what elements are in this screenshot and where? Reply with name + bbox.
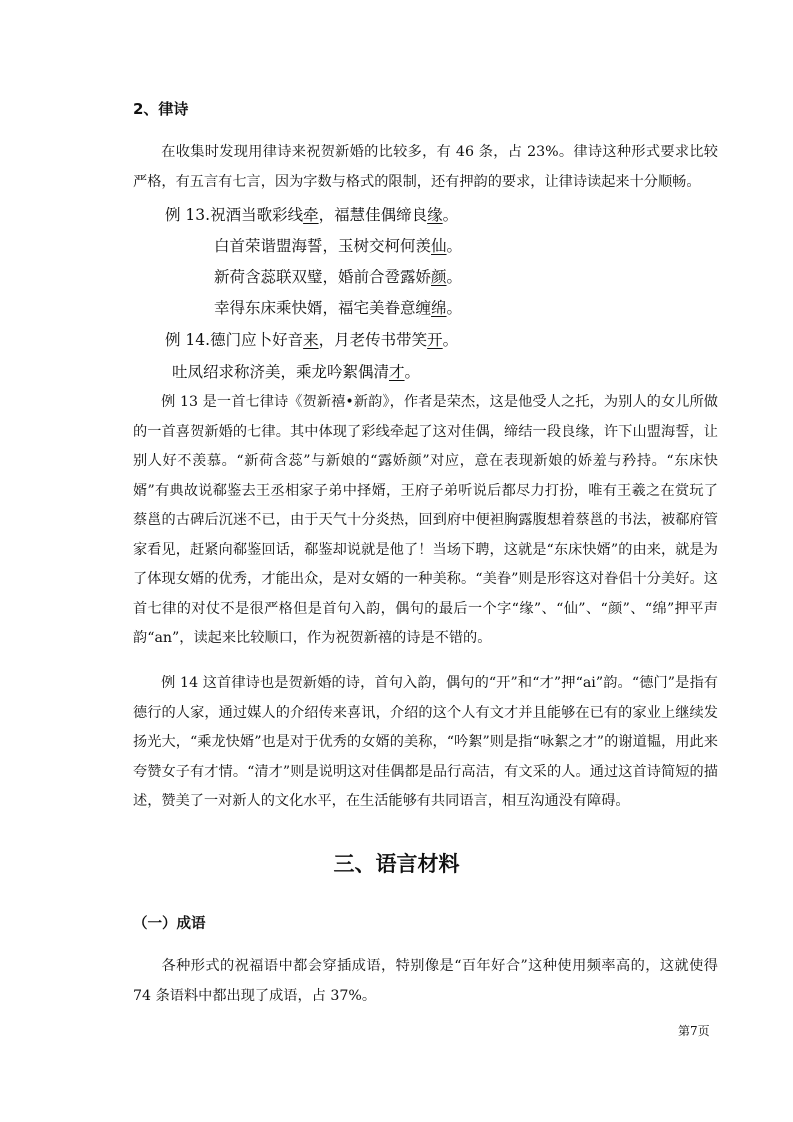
analysis-14-text: 例 14 这首律诗也是贺新婚的诗，首句入韵，偶句的“开”和“才”押“ai”韵。“德门”是指有德行的人家，通过媒人的介绍传来喜讯，介绍的这个人有文才并且能够在已有的家业上继续发扬光大，“乘龙快婿”也是对于优秀的女婿的美称，“吟絮”则是指“咏絮之才”的谢道韫，用此来夸赞女子有才情。“清才”则是说明这对佳偶都是品行高洁，有文采的人。通过这首诗简短的描述，赞美了一对新人的文化水平，在生活能够有共同语言，相互沟通没有障碍。: [133, 675, 718, 809]
idiom-paragraph: [133, 952, 718, 1011]
poem-14-line-1: 例 14.德门应卜好音来，月老传书带笑开。: [165, 331, 459, 349]
poem-13-line-3: 新荷含蕊联双璧，婚前合卺露娇颜。: [214, 268, 463, 286]
analysis-13-paragraph: [133, 388, 718, 654]
rhyme-word: 牵: [303, 206, 319, 224]
rhyme-word: 缘: [427, 206, 443, 224]
example-13-label: 例 13.: [165, 206, 211, 224]
poem-14-line-2: 吐凤绍求称济美，乘龙吟絮偶清才。: [172, 363, 421, 381]
example-14-label: 例 14.: [165, 331, 211, 349]
rhyme-word: 绵: [431, 299, 447, 317]
analysis-13-text: 例 13 是一首七律诗《贺新禧•新韵》，作者是荣杰，这是他受人之托，为别人的女儿所做的一首喜贺新婚的七律。其中体现了彩线牵起了这对佳偶，缔结一段良缘，许下山盟海誓，让别人好不羡慕。“新荷含蕊”与新娘的“露娇颜”对应，意在表现新娘的娇羞与矜持。“东床快婿”有典故说郗鉴去王丞相家子弟中择婿，王府子弟听说后都尽力打扮，唯有王羲之在赏玩了蔡邕的古碑后沉迷不已，由于天气十分炎热，回到府中便袒胸露腹想着蔡邕的书法，被郗府管家看见，赶紧向郗鉴回话，郗鉴却说就是他了！当场下聘，这就是“东床快婿”的由来，就是为了体现女婿的优秀，才能出众，是对女婿的一种美称。“美眷”则是形容这对眷侣十分美好。这首七律的对仗不是很严格但是首句入韵，偶句的最后一个字“缘”、“仙”、“颜”、“绵”押平声韵“an”，读起来比较顺口，作为祝贺新禧的诗是不错的。: [133, 394, 718, 646]
intro-paragraph: [133, 138, 718, 197]
rhyme-word: 颜: [431, 268, 447, 286]
poem-13-line-4: 幸得东床乘快婿，福宅美眷意缠绵。: [214, 299, 463, 317]
intro-text: 在收集时发现用律诗来祝贺新婚的比较多，有 46 条，占 23%。律诗这种形式要求比较严格，有五言有七言，因为字数与格式的限制，还有押韵的要求，让律诗读起来十分顺畅。: [133, 144, 718, 190]
page-number: 第7页: [678, 1024, 710, 1038]
rhyme-word: 开: [427, 331, 443, 349]
subsection-heading: （一）成语: [133, 916, 206, 932]
rhyme-word: 来: [303, 331, 319, 349]
chapter-title: 三、语言材料: [333, 852, 460, 876]
rhyme-word: 才: [389, 363, 405, 381]
section-heading: 2、律诗: [133, 100, 189, 118]
rhyme-word: 仙: [431, 237, 447, 255]
analysis-14-paragraph: [133, 669, 718, 817]
idiom-text: 各种形式的祝福语中都会穿插成语，特别像是“百年好合”这种使用频率高的，这就使得 74 条语料中都出现了成语，占 37%。: [133, 958, 718, 1004]
poem-13-line-2: 白首荣谐盟海誓，玉树交柯何羡仙。: [214, 237, 463, 255]
poem-13-line-1: 例 13.祝酒当歌彩线牵，福慧佳偶缔良缘。: [165, 206, 459, 224]
